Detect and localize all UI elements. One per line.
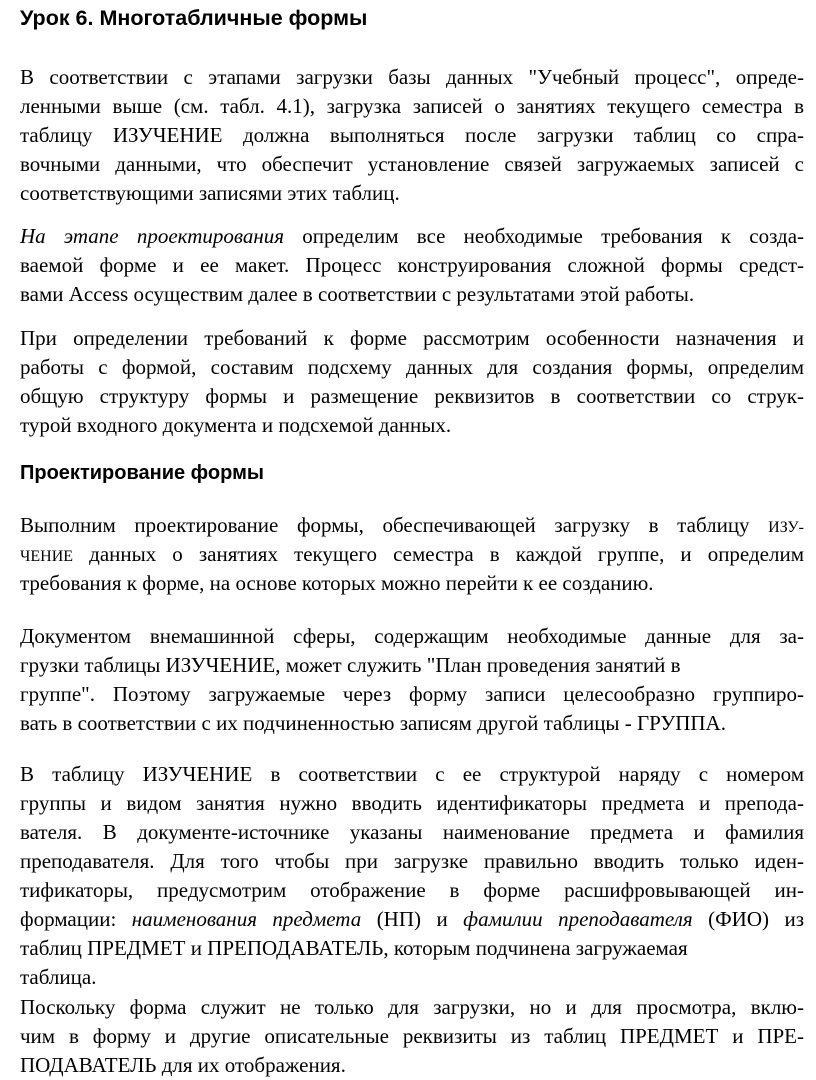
italic-phrase: фамилии преподавателя	[463, 907, 693, 931]
text-run: (ФИО) из	[692, 907, 804, 931]
section-title: Проектирование формы	[20, 462, 264, 484]
paragraph-line: группе". Поэтому загружаемые через форму записи целесообразно группиро-	[20, 682, 804, 706]
paragraph-7	[20, 993, 804, 1080]
paragraph-line: турой входного документа и подсхемой данных.	[20, 413, 452, 437]
paragraph-line: В соответствии с этапами загрузки базы данных "Учебный процесс", опреде-	[20, 65, 804, 89]
paragraph-line: таблицу ИЗУЧЕНИЕ должна выполняться после загрузки таблиц со спра-	[20, 123, 804, 147]
paragraph-3	[20, 324, 804, 440]
paragraph-line	[20, 905, 804, 934]
paragraph-line: вать в соответствии с их подчиненностью записям другой таблицы - ГРУППА.	[20, 711, 726, 735]
lesson-title: Урок 6. Многотабличные формы	[20, 6, 368, 30]
small-caps-run: ЧЕНИЕ	[20, 548, 74, 565]
paragraph-line: соответствующими записями этих таблиц.	[20, 181, 400, 205]
paragraph-line: ПОДАВАТЕЛЬ для их отображения.	[20, 1053, 346, 1077]
paragraph-line: чим в форму и другие описательные реквизиты из таблиц ПРЕДМЕТ и ПРЕ-	[20, 1024, 804, 1048]
paragraph-line	[20, 222, 804, 251]
paragraph-line: При определении требований к форме рассмотрим особенности назначения и	[20, 326, 804, 350]
paragraph-line: группы и видом занятия нужно вводить идентификаторы предмета и препода-	[20, 791, 804, 815]
paragraph-line: ваемой форме и ее макет. Процесс конструирования сложной формы средст-	[20, 253, 804, 277]
text-run: данных о занятиях текущего семестра в каждой группе, и определим	[73, 542, 804, 566]
paragraph-line: ленными выше (см. табл. 4.1), загрузка записей о занятиях текущего семестра в	[20, 94, 804, 118]
paragraph-line: работы с формой, составим подсхему данных для создания формы, определим	[20, 355, 804, 379]
text-run: Выполним проектирование формы, обеспечивающей загрузку в таблицу	[20, 513, 769, 537]
paragraph-line: вочными данными, что обеспечит установление связей загружаемых записей с	[20, 152, 804, 176]
text-run: определим все необходимые требования к созда-	[284, 224, 805, 248]
italic-phrase: наименования предмета	[131, 907, 362, 931]
paragraph-line: В таблицу ИЗУЧЕНИЕ в соответствии с ее структурой наряду с номером	[20, 762, 804, 786]
paragraph-line: грузки таблицы ИЗУЧЕНИЕ, может служить "План проведения занятий в	[20, 653, 681, 677]
paragraph-line: вателя. В документе-источнике указаны наименование предмета и фамилия	[20, 820, 804, 844]
paragraph-line: требования к форме, на основе которых можно перейти к ее созданию.	[20, 571, 654, 595]
paragraph-line: таблиц ПРЕДМЕТ и ПРЕПОДАВАТЕЛЬ, которым подчинена загружаемая	[20, 936, 688, 960]
paragraph-line: вами Access осуществим далее в соответствии с результатами этой работы.	[20, 282, 695, 306]
paragraph-line: общую структуру формы и размещение реквизитов в соответствии со струк-	[20, 384, 804, 408]
text-run: формации:	[20, 907, 132, 931]
paragraph-line	[20, 540, 804, 569]
paragraph-6	[20, 760, 804, 992]
paragraph-line: тификаторы, предусмотрим отображение в форме расшифровывающей ин-	[20, 878, 804, 902]
paragraph-line: таблица.	[20, 965, 97, 989]
paragraph-line	[20, 511, 804, 540]
small-caps-run: ИЗУ-	[768, 519, 804, 536]
paragraph-1	[20, 63, 804, 208]
paragraph-2	[20, 222, 804, 309]
paragraph-line: преподавателя. Для того чтобы при загрузке правильно вводить только иден-	[20, 849, 804, 873]
paragraph-5	[20, 622, 804, 738]
paragraph-line: Документом внемашинной сферы, содержащим необходимые данные для за-	[20, 624, 804, 648]
italic-phrase: На этапе проектирования	[20, 224, 285, 248]
text-run: (НП) и	[361, 907, 464, 931]
paragraph-4	[20, 511, 804, 598]
paragraph-line: Поскольку форма служит не только для загрузки, но и для просмотра, вклю-	[20, 995, 804, 1019]
